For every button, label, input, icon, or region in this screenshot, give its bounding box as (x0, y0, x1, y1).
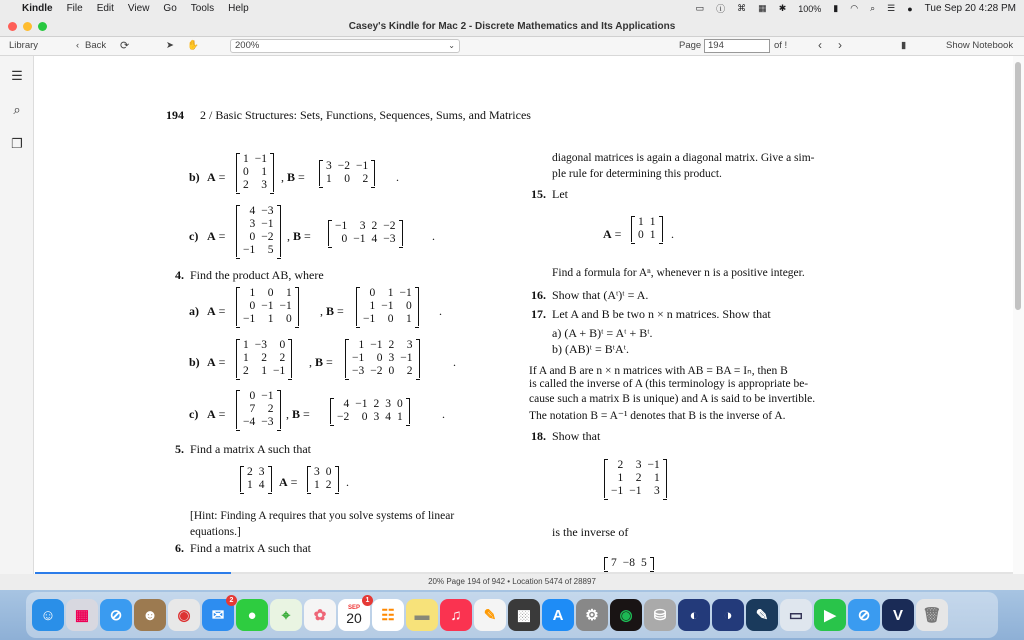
eq-text: A = (279, 475, 298, 489)
matrix-4b-A (236, 339, 292, 378)
matrix-cell: 1 (243, 352, 249, 364)
matrix-cell: 4 (343, 398, 350, 410)
matrix-cell: 3 (249, 218, 256, 230)
hint-line-1: [Hint: Finding A requires that you solve systems of linear (190, 510, 455, 522)
question-17-text: Let A and B be two n × n matrices. Show that (552, 307, 771, 321)
matrix-cell: 1 (649, 216, 656, 228)
matrix-cell: 2 (406, 365, 413, 377)
matrix-cell: 2 (635, 472, 642, 484)
matrix-15-A (631, 216, 663, 242)
page-number: 194 (166, 108, 184, 122)
eq-text: A = (603, 227, 622, 241)
matrix-cell: −1 (647, 459, 660, 471)
matrix-cell: 2 (362, 173, 369, 185)
book-page (35, 56, 1013, 574)
matrix-4a-A (236, 287, 299, 326)
matrix-cell: 1 (249, 287, 256, 299)
matrix-cell: 1 (286, 287, 292, 299)
page-number-input[interactable]: 194 (704, 39, 770, 53)
reader-toolbar (0, 37, 1024, 56)
matrix-cell: 0 (388, 365, 395, 377)
matrix-cell: −1 (261, 390, 274, 402)
bookmark-icon[interactable]: ▮ (901, 40, 907, 51)
music-icon[interactable]: ♫ (440, 599, 472, 631)
show-notebook-button[interactable]: Show Notebook (946, 40, 1014, 51)
matrix-cell: 1 (638, 216, 644, 228)
question-16-number: 16. (531, 288, 546, 302)
matrix-cell: 2 (279, 352, 286, 364)
wifi-icon[interactable]: ◠ (850, 3, 859, 13)
safari-alt-icon[interactable]: ⊘ (848, 599, 880, 631)
contacts-icon[interactable]: ☻ (134, 599, 166, 631)
vpn-app-icon[interactable]: V (882, 599, 914, 631)
eq-text: . (439, 304, 442, 318)
display-icon[interactable]: ▭ (695, 3, 705, 13)
question-4-text: Find the product AB, where (190, 268, 324, 282)
pages-icon[interactable]: ✎ (474, 599, 506, 631)
matrix-cell: −4 (243, 416, 256, 428)
matrix-cell: 3 (314, 466, 320, 478)
matrix-5-left (240, 466, 272, 492)
photos-icon[interactable]: ✿ (304, 599, 336, 631)
matrix-4b-B (345, 339, 420, 378)
question-15-number: 15. (531, 187, 546, 201)
matrix-cell: 0 (249, 231, 256, 243)
page-total: of ! (774, 40, 788, 51)
matrix-cell: −1 (335, 220, 348, 232)
question-4c-label: c) (189, 407, 199, 421)
eq-text: , B = (320, 304, 344, 318)
matrix-cell: 0 (387, 313, 394, 325)
menu-file[interactable]: File (66, 3, 83, 14)
matrix-cell: 1 (387, 287, 394, 299)
facetime-icon[interactable]: ▶ (814, 599, 846, 631)
matrix-cell: −1 (243, 313, 256, 325)
matrix-cell: −1 (363, 313, 376, 325)
zoom-value: 200% (235, 40, 260, 51)
hint-line-2: equations.] (190, 526, 241, 538)
safari-icon[interactable]: ⊘ (100, 599, 132, 631)
matrix-b-A (236, 153, 274, 192)
matrix-cell: −1 (355, 398, 368, 410)
matrix-cell: 0 (344, 173, 350, 185)
matrix-cell: 1 (243, 339, 249, 351)
menu-view[interactable]: View (127, 3, 150, 14)
network-icon[interactable]: ⌘ (737, 3, 747, 13)
question-4b-label: b) (189, 355, 200, 369)
matrix-cell: 2 (247, 466, 253, 478)
matrix-cell: 4 (249, 205, 256, 217)
inverse-paragraph-line: is called the inverse of A (this terminology is appropriate be- (529, 378, 809, 390)
dock-shelf (26, 592, 998, 638)
matrix-cell: −1 (261, 218, 274, 230)
matrix-cell: 0 (249, 300, 256, 312)
matrix-cell: 0 (638, 229, 644, 241)
app-store-icon[interactable]: A (542, 599, 574, 631)
window-title: Casey's Kindle for Mac 2 - Discrete Mathematics and Its Applications (348, 21, 676, 32)
matrix-cell: 2 (261, 352, 267, 364)
previous-page-icon[interactable]: ‹ (818, 38, 822, 52)
matrix-cell: 7 (249, 403, 256, 415)
matrix-c-A (236, 205, 281, 257)
reminders-icon[interactable]: ☷ (372, 599, 404, 631)
matrix-cell: 1 (617, 472, 624, 484)
matrix-cell: 4 (371, 233, 378, 245)
matrix-cell: −1 (381, 300, 394, 312)
matrix-cell: 3 (385, 398, 391, 410)
matrix-cell: −2 (370, 365, 383, 377)
menu-help[interactable]: Help (228, 3, 249, 14)
window-title-bar (0, 17, 1024, 37)
notes-icon[interactable]: ▬ (406, 599, 438, 631)
trash-icon[interactable]: 🗑 (916, 599, 948, 631)
matrix-18 (604, 459, 667, 498)
matrix-b-B (319, 160, 375, 186)
matrix-4c-B (330, 398, 410, 424)
question-16-text: Show that (Aᵗ)ᵗ = A. (552, 288, 649, 302)
eq-text: , B = (281, 170, 305, 184)
search-icon[interactable]: ⌕ (13, 102, 21, 117)
calendar-day: 20 (346, 610, 362, 626)
matrix-cell: 4 (258, 479, 265, 491)
back-chevron-icon[interactable]: ‹ (76, 40, 80, 51)
question-17-number: 17. (531, 307, 546, 321)
calendar-badge: 1 (362, 595, 373, 606)
matrix-cell: 0 (243, 166, 249, 178)
dock (0, 590, 1024, 640)
matrix-cell: 2 (243, 365, 249, 377)
mail-badge: 2 (226, 595, 237, 606)
vertical-scrollbar[interactable] (1013, 56, 1024, 574)
control-center-icon[interactable]: ☰ (887, 3, 896, 13)
matrix-cell: −1 (261, 300, 274, 312)
matrix-cell: 0 (369, 287, 376, 299)
eq-text: . (442, 407, 445, 421)
matrix-cell: 1 (369, 300, 376, 312)
matrix-cell: 3 (326, 160, 332, 172)
eq-text: A = (207, 229, 226, 243)
sync-icon[interactable]: ⟳ (120, 40, 130, 52)
matrix-cell: 5 (267, 244, 274, 256)
matrix-cell: −8 (622, 557, 635, 569)
matrix-cell: 7 (611, 557, 617, 569)
matrix-cell: 3 (635, 459, 642, 471)
matrix-cell: 2 (371, 220, 378, 232)
library-button[interactable]: Library (9, 40, 39, 51)
question-17b: b) (AB)ᵗ = BᵗAᵗ. (552, 342, 629, 356)
mail-icon[interactable]: ✉ 2 (202, 599, 234, 631)
status-menus (696, 2, 1016, 15)
spotlight-search-icon[interactable]: ⌕ (870, 3, 876, 13)
matrix-5-right (307, 466, 339, 492)
eq-text: . (432, 229, 435, 243)
matrix-cell: 2 (388, 339, 395, 351)
matrix-cell: −2 (337, 160, 350, 172)
matrix-cell: 1 (243, 153, 249, 165)
calendar-icon[interactable] (338, 599, 370, 631)
matrix-cell: 0 (376, 352, 383, 364)
question-4-number: 4. (175, 268, 184, 282)
matrix-cell: −3 (383, 233, 396, 245)
matrix-cell: 2 (325, 479, 332, 491)
question-5-number: 5. (175, 442, 184, 456)
eq-text: A = (207, 170, 226, 184)
matrix-cell: −2 (261, 231, 274, 243)
question-6-text: Find a matrix A such that (190, 541, 311, 555)
matrix-cell: −1 (629, 485, 642, 497)
matrix-cell: −1 (399, 287, 412, 299)
question-17a: a) (A + B)ᵗ = Aᵗ + Bᵗ. (552, 326, 653, 340)
chrome-icon[interactable]: ◉ (168, 599, 200, 631)
matrix-cell: −1 (352, 352, 365, 364)
eq-text: . (396, 170, 399, 184)
reading-status: 20% Page 194 of 942 • Location 5474 of 28897 (0, 574, 1024, 590)
matrix-cell: −1 (611, 485, 624, 497)
matrix-cell: −1 (254, 153, 267, 165)
eq-text: . (671, 227, 674, 241)
matrix-cell: 1 (261, 166, 267, 178)
back-button[interactable]: Back (85, 40, 107, 51)
maps-icon[interactable]: ⌖ (270, 599, 302, 631)
matrix-cell: 0 (325, 466, 332, 478)
page-label: Page (679, 40, 702, 51)
finder-icon[interactable]: ☺ (32, 599, 64, 631)
matrix-cell: 3 (406, 339, 413, 351)
matrix-cell: 1 (406, 313, 412, 325)
matrix-cell: 1 (358, 339, 365, 351)
matrix-cell: 4 (385, 411, 391, 423)
eq-text: . (346, 475, 349, 489)
question-18-text: Show that (552, 429, 601, 443)
matrix-cell: −1 (273, 365, 286, 377)
question-18-number: 18. (531, 429, 546, 443)
spotify-icon[interactable]: ◉ (610, 599, 642, 631)
matrix-cell: −1 (279, 300, 292, 312)
calendar-menu-icon[interactable]: ▦ (758, 3, 767, 13)
kindle-icon[interactable]: ✎ (746, 599, 778, 631)
matrix-cell: 3 (654, 485, 660, 497)
next-page-icon[interactable]: › (838, 38, 842, 52)
matrix-cell: 0 (397, 398, 403, 410)
menu-edit[interactable]: Edit (96, 3, 114, 14)
matrix-cell: −1 (353, 233, 366, 245)
calendar-month: SEP (347, 605, 360, 611)
matrix-18-inverse-partial (604, 557, 654, 570)
question-18-inverse-text: is the inverse of (552, 525, 629, 539)
pointer-tool-icon[interactable]: ➤ (166, 40, 174, 51)
matrix-cell: 3 (373, 411, 380, 423)
question-15-find: Find a formula for Aⁿ, whenever n is a positive integer. (552, 267, 805, 279)
paragraph-line: ple rule for determining this product. (552, 168, 722, 180)
battery-percent[interactable]: 100% (798, 3, 822, 14)
matrix-4a-B (356, 287, 419, 326)
menu-tools[interactable]: Tools (190, 3, 215, 14)
matrix-cell: 0 (341, 233, 348, 245)
matrix-cell: 2 (243, 179, 249, 191)
menu-app-kindle[interactable]: Kindle (22, 3, 53, 14)
matrix-cell: 0 (406, 300, 412, 312)
matrix-cell: 0 (361, 411, 368, 423)
matrix-cell: 3 (359, 220, 366, 232)
matrix-cell: −3 (352, 365, 365, 377)
calculator-icon[interactable]: ▩ (508, 599, 540, 631)
exercise-b-label: b) (189, 170, 200, 184)
system-preferences-icon[interactable]: ⚙ (576, 599, 608, 631)
eq-text: , B = (286, 407, 310, 421)
eq-text: , B = (287, 229, 311, 243)
matrix-cell: −3 (261, 416, 274, 428)
matrix-cell: 1 (267, 313, 274, 325)
matrix-cell: 2 (267, 403, 274, 415)
eq-text: A = (207, 304, 226, 318)
matrix-cell: 1 (261, 365, 267, 377)
matrix-cell: 2 (373, 398, 380, 410)
scrollbar-thumb[interactable] (1015, 62, 1021, 310)
running-header: 2 / Basic Structures: Sets, Functions, Sequences, Sums, and Matrices (200, 108, 531, 122)
eq-text: A = (207, 407, 226, 421)
paragraph-line: diagonal matrices is again a diagonal matrix. Give a sim- (552, 152, 815, 164)
matrix-cell: 0 (279, 339, 286, 351)
matrix-cell: −2 (337, 411, 350, 423)
help-circle-icon[interactable]: ⓘ (716, 4, 726, 14)
bluetooth-icon[interactable]: ✱ (778, 3, 787, 13)
hand-tool-icon[interactable]: ✋ (187, 40, 199, 51)
eq-text: , B = (309, 355, 333, 369)
question-15-text: Let (552, 187, 568, 201)
matrix-cell: 5 (641, 557, 647, 569)
menu-go[interactable]: Go (163, 3, 177, 14)
matrix-cell: 1 (314, 479, 320, 491)
matrix-cell: 3 (261, 179, 267, 191)
inverse-paragraph-line: If A and B are n × n matrices with AB = BA = Iₙ, then B (529, 365, 788, 377)
matrix-cell: 1 (397, 411, 403, 423)
matrix-cell: −2 (383, 220, 396, 232)
matrix-cell: 3 (388, 352, 395, 364)
siri-icon[interactable]: ● (907, 3, 913, 14)
matrix-cell: −3 (261, 205, 274, 217)
eq-text: . (453, 355, 456, 369)
eclipse-alt-icon[interactable]: ◑ (712, 599, 744, 631)
matrix-4c-A (236, 390, 281, 429)
menu-bar (0, 0, 1024, 17)
question-5-text: Find a matrix A such that (190, 442, 311, 456)
inverse-paragraph-line: cause such a matrix B is unique) and A is said to be invertible. (529, 393, 816, 405)
matrix-cell: 3 (258, 466, 265, 478)
eclipse-icon[interactable]: ◐ (678, 599, 710, 631)
matrix-cell: 0 (267, 287, 274, 299)
matrix-cell: −1 (370, 339, 383, 351)
matrix-c-B (328, 220, 403, 246)
matrix-cell: 1 (247, 479, 253, 491)
table-of-contents-icon[interactable]: ☰ (11, 68, 23, 83)
question-4a-label: a) (189, 304, 199, 318)
chevron-down-icon: ⌄ (448, 41, 455, 50)
zoom-select[interactable] (230, 39, 460, 53)
preview-icon[interactable]: ▭ (780, 599, 812, 631)
matrix-cell: 1 (326, 173, 332, 185)
matrix-cell: −1 (243, 244, 256, 256)
matrix-cell: 2 (617, 459, 624, 471)
exercise-c-label: c) (189, 229, 199, 243)
eq-text: A = (207, 355, 226, 369)
matrix-cell: 1 (654, 472, 660, 484)
matrix-cell: 0 (286, 313, 292, 325)
messages-icon[interactable]: ● (236, 599, 268, 631)
menu-clock[interactable]: Tue Sep 20 4:28 PM (924, 3, 1016, 14)
question-6-number: 6. (175, 541, 184, 555)
inverse-paragraph-line: The notation B = A⁻¹ denotes that B is the inverse of A. (529, 410, 786, 422)
matrix-cell: −1 (356, 160, 369, 172)
matrix-cell: 0 (249, 390, 256, 402)
launchpad-icon[interactable]: ▦ (66, 599, 98, 631)
battery-icon[interactable]: ▮ (833, 3, 839, 13)
matrix-cell: −1 (400, 352, 413, 364)
database-icon[interactable]: ⛁ (644, 599, 676, 631)
left-sidebar (0, 56, 34, 574)
flashcards-icon[interactable]: ❐ (11, 136, 23, 151)
matrix-cell: 1 (649, 229, 656, 241)
matrix-cell: −3 (254, 339, 267, 351)
